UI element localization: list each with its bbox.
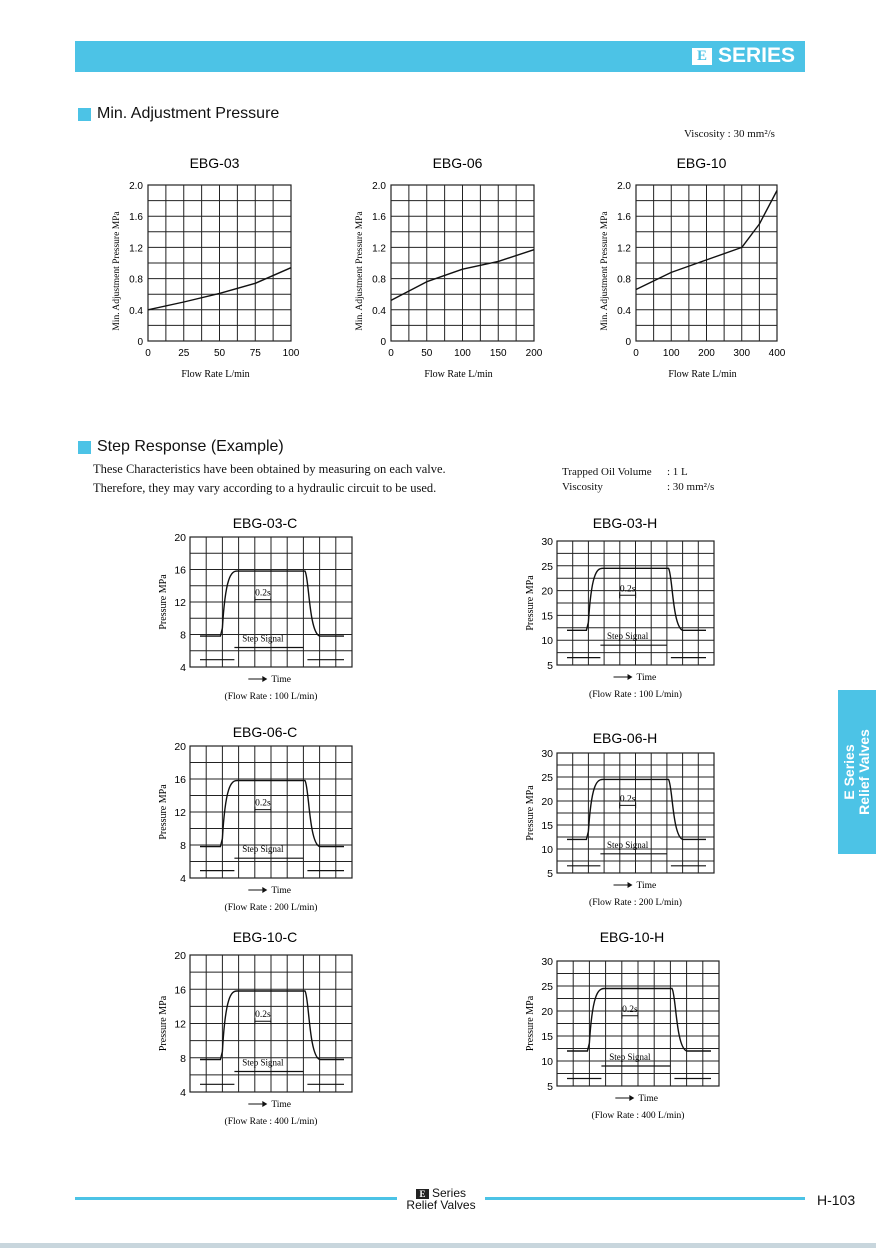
y-tick-label: 10 (541, 1056, 553, 1068)
step-signal-line (567, 1066, 711, 1079)
y-tick-label: 0.4 (129, 305, 143, 317)
description-line: Therefore, they may vary according to a hydraulic circuit to be used. (93, 481, 437, 495)
time-axis-label: Time (638, 1094, 659, 1104)
interval-label: 0.2s (255, 1010, 271, 1021)
interval-label: 0.2s (622, 1004, 638, 1015)
interval-label: 0.2s (619, 794, 636, 805)
y-tick-label: 1.2 (617, 243, 631, 255)
step-signal-label: Step Signal (242, 844, 284, 855)
chart-title: EBG-10-H (599, 929, 665, 945)
x-axis-label: Flow Rate L/min (181, 369, 250, 380)
x-tick-label: 100 (282, 348, 300, 359)
y-axis-label: Min. Adjustment Pressure MPa (355, 211, 365, 331)
y-axis-label: Pressure MPa (525, 995, 536, 1052)
pressure-response-line (200, 571, 344, 636)
condition-label: Viscosity (562, 481, 603, 493)
y-tick-label: 8 (180, 629, 186, 642)
y-tick-label: 10 (541, 635, 553, 648)
y-tick-label: 25 (541, 560, 553, 573)
y-tick-label: 8 (180, 1052, 186, 1065)
footer-line: Series (431, 1186, 466, 1200)
time-arrow-icon (628, 674, 633, 680)
y-tick-label: 4 (180, 662, 186, 674)
x-tick-label: 400 (768, 348, 786, 359)
y-axis-label: Pressure MPa (525, 785, 536, 841)
step-signal-line (200, 858, 344, 870)
pressure-response-line (567, 568, 706, 630)
step-signal-line (200, 1072, 344, 1085)
flow-rate-condition: (Flow Rate : 100 L/min) (589, 690, 682, 700)
interval-label: 0.2s (255, 798, 271, 809)
x-axis-label: Flow Rate L/min (424, 369, 493, 380)
y-tick-label: 0.4 (372, 305, 386, 317)
pressure-response-line (567, 779, 706, 839)
flow-rate-condition: (Flow Rate : 200 L/min) (589, 898, 682, 908)
side-tab[interactable] (838, 690, 876, 854)
y-tick-label: 25 (541, 981, 553, 993)
step-signal-label: Step Signal (242, 1057, 284, 1068)
y-tick-label: 20 (174, 532, 186, 544)
y-tick-label: 1.6 (129, 212, 143, 224)
y-axis-label: Pressure MPa (158, 995, 169, 1052)
y-tick-label: 5 (547, 868, 553, 880)
x-tick-label: 150 (489, 348, 507, 359)
time-axis-label: Time (636, 673, 657, 683)
description-line: These Characteristics have been obtained by measuring on each valve. (93, 462, 446, 476)
y-tick-label: 4 (180, 873, 186, 885)
time-arrow-icon (628, 882, 633, 888)
y-tick-label: 4 (180, 1087, 186, 1099)
y-tick-label: 1.6 (617, 212, 631, 224)
chart-title: EBG-10-C (232, 929, 298, 945)
time-arrow-icon (629, 1095, 634, 1101)
x-tick-label: 300 (733, 348, 751, 359)
y-tick-label: 5 (547, 660, 553, 672)
interval-label: 0.2s (619, 584, 636, 595)
pressure-response-line (200, 991, 344, 1060)
chart-title: EBG-06-H (592, 730, 658, 746)
footer-caption (398, 1187, 484, 1211)
y-tick-label: 20 (174, 741, 186, 753)
x-tick-label: 0 (388, 348, 394, 359)
y-tick-label: 12 (174, 807, 186, 819)
condition-value: : 30 mm²/s (667, 481, 715, 493)
footer-rule-right (485, 1197, 805, 1200)
time-axis-label: Time (636, 881, 657, 891)
y-tick-label: 12 (174, 597, 186, 609)
y-tick-label: 20 (174, 950, 186, 962)
step-signal-label: Step Signal (242, 633, 284, 644)
y-tick-label: 30 (541, 956, 553, 968)
flow-rate-condition: (Flow Rate : 100 L/min) (224, 692, 318, 702)
x-tick-label: 200 (525, 348, 543, 359)
series-label: SERIES (717, 44, 795, 67)
step-signal-line (567, 854, 706, 866)
y-tick-label: 0 (380, 337, 386, 348)
flow-rate-condition: (Flow Rate : 400 L/min) (591, 1111, 685, 1121)
y-tick-label: 0 (625, 337, 631, 348)
y-tick-label: 30 (541, 748, 553, 760)
x-tick-label: 200 (698, 348, 715, 359)
y-axis-label: Min. Adjustment Pressure MPa (600, 211, 610, 331)
y-tick-label: 1.2 (129, 243, 143, 255)
chart-title: EBG-03 (189, 155, 240, 171)
time-axis-label: Time (271, 1100, 292, 1110)
x-tick-label: 50 (213, 348, 226, 359)
y-axis-label: Pressure MPa (158, 784, 169, 840)
y-tick-label: 25 (541, 772, 553, 784)
y-tick-label: 20 (541, 1006, 553, 1018)
e-series-logo: E (692, 48, 712, 65)
y-tick-label: 1.2 (372, 243, 386, 255)
chart-title: EBG-06 (432, 155, 483, 171)
y-axis-label: Pressure MPa (158, 574, 169, 630)
footer-line: Relief Valves (406, 1198, 476, 1212)
pressure-response-line (567, 989, 711, 1052)
step-signal-label: Step Signal (609, 1052, 651, 1062)
y-tick-label: 0.8 (617, 274, 631, 286)
y-tick-label: 2.0 (372, 181, 386, 192)
flow-rate-condition: (Flow Rate : 400 L/min) (224, 1117, 318, 1127)
y-tick-label: 16 (174, 774, 186, 786)
x-tick-label: 0 (633, 348, 639, 359)
chart-title: EBG-06-C (232, 724, 298, 740)
section-title: Min. Adjustment Pressure (97, 105, 280, 122)
y-tick-label: 1.6 (372, 212, 386, 224)
y-tick-label: 12 (174, 1018, 186, 1031)
y-tick-label: 2.0 (129, 181, 143, 192)
time-arrow-icon (262, 887, 267, 893)
x-tick-label: 0 (145, 348, 151, 359)
bottom-strip (0, 1243, 876, 1248)
step-signal-label: Step Signal (607, 631, 649, 642)
time-arrow-icon (262, 1101, 267, 1107)
step-signal-label: Step Signal (607, 839, 649, 850)
y-tick-label: 2.0 (617, 181, 631, 192)
footer-rule-left (75, 1197, 397, 1200)
step-signal-line (200, 648, 344, 660)
x-tick-label: 75 (249, 348, 261, 359)
chart-title: EBG-03-H (592, 515, 658, 531)
y-tick-label: 30 (541, 536, 553, 548)
y-tick-label: 20 (541, 585, 553, 598)
step-signal-line (567, 645, 706, 657)
y-tick-label: 0 (137, 337, 143, 348)
interval-label: 0.2s (255, 588, 271, 599)
time-axis-label: Time (271, 675, 292, 685)
y-tick-label: 0.8 (129, 274, 143, 286)
time-axis-label: Time (271, 886, 292, 896)
side-tab-line: Relief Valves (856, 729, 872, 815)
x-tick-label: 25 (178, 348, 190, 359)
y-tick-label: 10 (541, 844, 553, 856)
x-tick-label: 100 (662, 348, 680, 359)
y-axis-label: Min. Adjustment Pressure MPa (112, 211, 122, 331)
y-tick-label: 8 (180, 840, 186, 852)
y-tick-label: 20 (541, 796, 553, 808)
flow-rate-condition: (Flow Rate : 200 L/min) (224, 903, 318, 913)
y-tick-label: 0.4 (617, 305, 631, 317)
x-axis-label: Flow Rate L/min (668, 369, 737, 380)
chart-title: EBG-10 (676, 155, 727, 171)
page-number: H-103 (817, 1192, 856, 1208)
chart-title: EBG-03-C (232, 515, 298, 531)
x-tick-label: 50 (421, 348, 433, 359)
viscosity-note: Viscosity : 30 mm²/s (684, 128, 775, 140)
y-axis-label: Pressure MPa (525, 575, 536, 631)
side-tab-line: E Series (841, 744, 857, 800)
condition-label: Trapped Oil Volume (562, 466, 652, 478)
side-tab-label (838, 690, 876, 854)
condition-value: : 1 L (667, 466, 688, 478)
y-tick-label: 15 (541, 820, 553, 832)
x-tick-label: 100 (454, 348, 471, 359)
y-tick-label: 0.8 (372, 274, 386, 286)
y-tick-label: 5 (547, 1081, 553, 1093)
pressure-response-line (200, 781, 344, 847)
y-tick-label: 15 (541, 610, 553, 623)
time-arrow-icon (262, 676, 267, 682)
footer-logo: E (416, 1189, 429, 1199)
y-tick-label: 16 (174, 564, 186, 577)
section-title: Step Response (Example) (97, 438, 284, 455)
y-tick-label: 16 (174, 984, 186, 997)
y-tick-label: 15 (541, 1031, 553, 1043)
